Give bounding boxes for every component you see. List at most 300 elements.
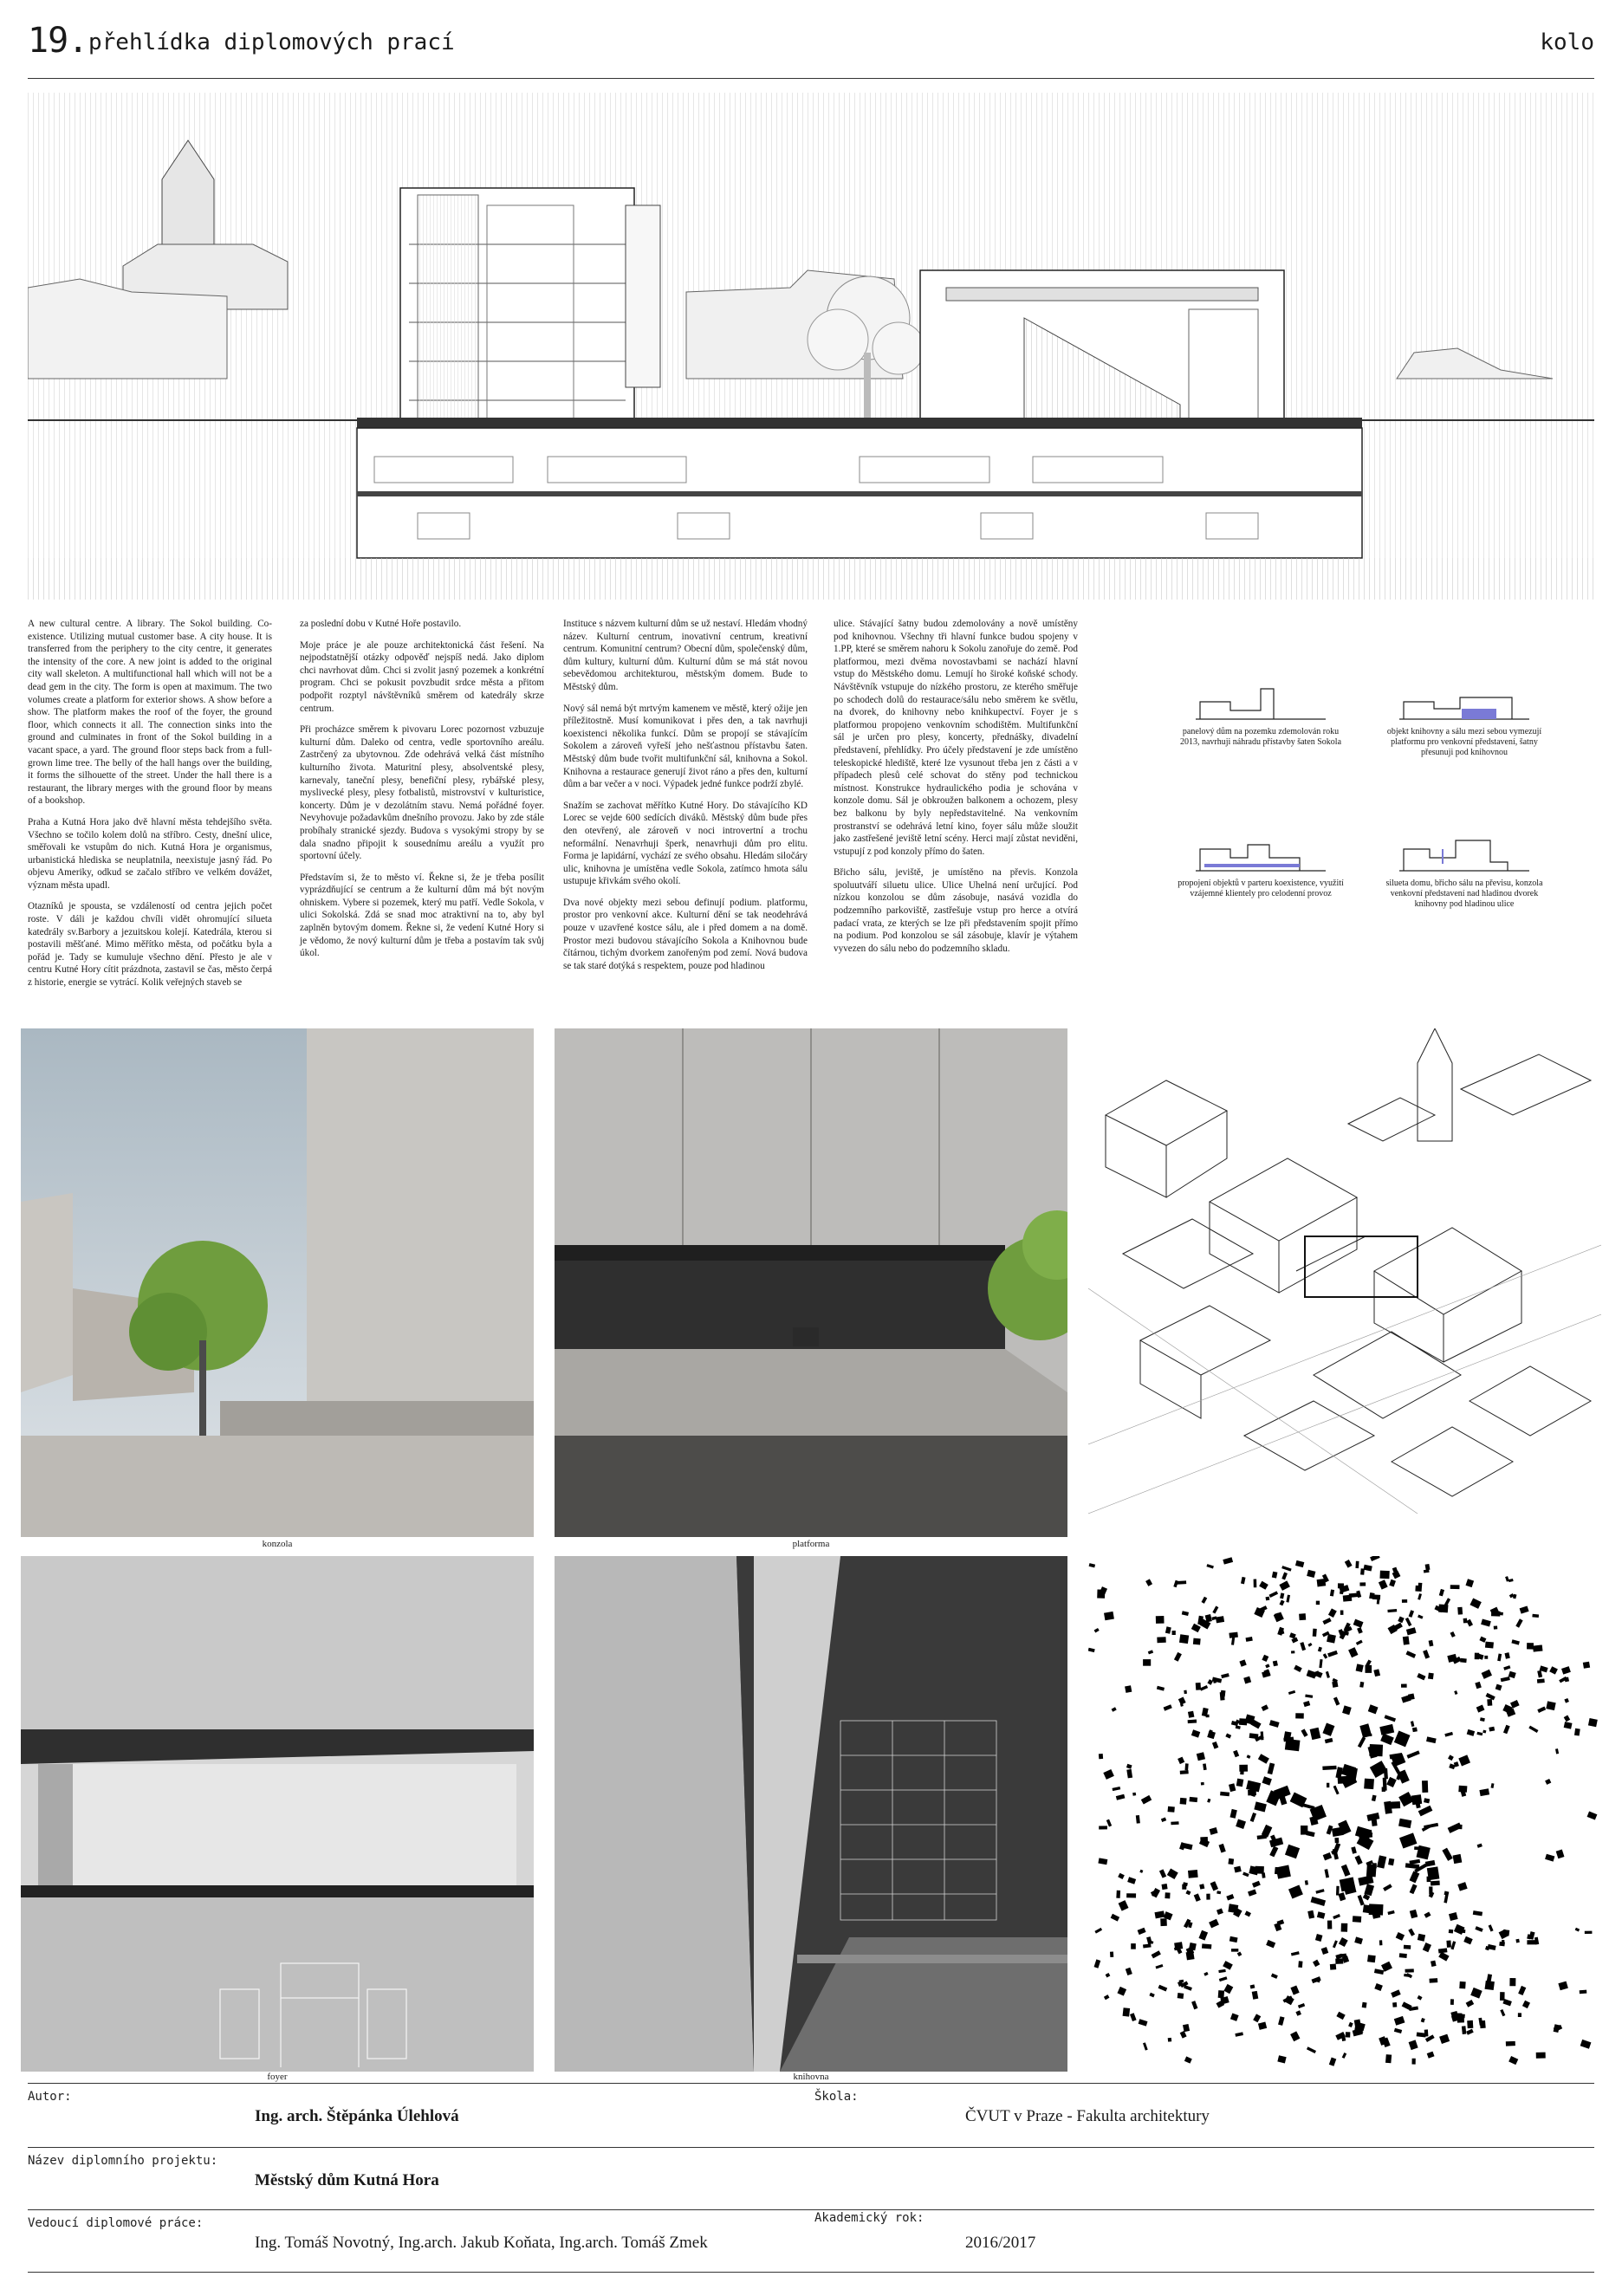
building-footprint (1230, 2014, 1239, 2021)
building-footprint (1303, 1701, 1310, 1707)
building-footprint (1505, 1576, 1509, 1581)
building-footprint (1198, 1930, 1208, 1941)
text-column-2 (300, 618, 544, 969)
building-footprint (1457, 1882, 1467, 1891)
building-footprint (1110, 1951, 1113, 1957)
building-footprint (1520, 1605, 1529, 1613)
paragraph: A new cultural centre. A library. The Sokol building. Co-existence. Utilizing mutual customer base. A city house. It is transferred from the periphery to the city centre, it generates the intensity of the core. A new joint is added to the original city wall skeleton. A multifunctional hall which will not be a dead gem in the city. The form is open at maximum. The two volumes create a platform for exterior shows. A show before a show. The platform makes the roof of the foyer, the ground floor, which connects it all. The connection sinks into the ground and culminates in front of the Sokol building in a vacant space, a yard. The ground floor steps back from a full-grown lime tree. The belly of the hall hangs over the building, it forms the silhouette of the street. Under the hall there is a restaurant, the library merges with the ground floor by means of a bookshop. (28, 619, 272, 807)
building-footprint (1158, 1985, 1168, 1992)
building-footprint (1146, 1936, 1152, 1944)
building-footprint (1252, 1881, 1261, 1888)
building-footprint (1372, 1795, 1377, 1801)
building-footprint (1279, 1580, 1290, 1591)
building-footprint (1317, 1579, 1327, 1586)
building-footprint (1254, 1579, 1257, 1588)
building-footprint (1473, 1910, 1483, 1916)
building-footprint (1423, 1943, 1431, 1952)
building-footprint (1327, 1783, 1329, 1787)
building-footprint (1273, 1660, 1278, 1666)
building-footprint (1426, 1736, 1437, 1743)
building-footprint (1174, 1652, 1182, 1662)
building-footprint (1321, 1947, 1329, 1955)
building-footprint (1418, 1593, 1422, 1600)
building-footprint (1327, 1920, 1332, 1929)
building-footprint (1355, 1855, 1363, 1865)
text-column-3 (563, 618, 808, 981)
building-footprint (1429, 1640, 1434, 1646)
building-footprint (1385, 2054, 1392, 2063)
building-footprint (1281, 1573, 1288, 1580)
building-footprint (1354, 1936, 1363, 1944)
building-footprint (1355, 1826, 1372, 1839)
building-footprint (1585, 1931, 1593, 1934)
building-footprint (1338, 1892, 1346, 1901)
building-footprint (1341, 1865, 1351, 1877)
building-footprint (1315, 1934, 1323, 1942)
diagram-2 (1378, 684, 1551, 758)
building-footprint (1230, 1809, 1237, 1819)
building-footprint (1412, 1727, 1418, 1732)
building-footprint (1487, 1699, 1492, 1706)
building-footprint (1097, 1590, 1105, 1599)
building-footprint (1322, 1766, 1336, 1770)
building-footprint (1444, 1732, 1453, 1737)
building-footprint (1450, 1585, 1460, 1589)
building-footprint (1383, 1884, 1392, 1891)
building-footprint (1555, 1748, 1559, 1754)
building-footprint (1457, 2018, 1464, 2023)
diagram-caption: propojení objektů v parteru koexistence, využití vzájemné klientely pro celodenní provoz (1178, 879, 1344, 898)
building-footprint (1266, 1597, 1270, 1601)
building-footprint (1422, 1780, 1428, 1793)
building-footprint (1478, 2018, 1483, 2026)
diagram-4 (1378, 836, 1551, 910)
building-footprint (1558, 1981, 1567, 1991)
building-footprint (1184, 1985, 1192, 1991)
building-footprint (1259, 1581, 1268, 1590)
building-footprint (1316, 1601, 1320, 1605)
building-footprint (1374, 1983, 1383, 1991)
building-footprint (1248, 1889, 1256, 1896)
building-footprint (1379, 1940, 1383, 1945)
building-footprint (1104, 1994, 1110, 2000)
building-footprint (1280, 1600, 1285, 1606)
building-footprint (1518, 1986, 1526, 1995)
building-footprint (1428, 1673, 1434, 1680)
building-footprint (1527, 1940, 1536, 1944)
building-footprint (1460, 2014, 1465, 2018)
building-footprint (1130, 2013, 1137, 2021)
building-footprint (1268, 1763, 1275, 1775)
building-footprint (1188, 1720, 1197, 1724)
building-footprint (1421, 2018, 1425, 2022)
building-footprint (1201, 1782, 1204, 1786)
footer-rule (28, 2083, 1594, 2084)
building-footprint (1476, 1705, 1485, 1713)
building-footprint (1463, 1936, 1472, 1945)
building-footprint (1312, 1976, 1321, 1983)
building-footprint (1220, 1792, 1229, 1797)
building-footprint (1294, 1665, 1302, 1672)
building-footprint (1274, 1612, 1284, 1622)
building-footprint (1410, 1871, 1420, 1883)
building-footprint (1307, 2046, 1316, 2053)
building-footprint (1427, 2052, 1435, 2059)
building-footprint (1247, 1754, 1251, 1759)
building-footprint (1483, 1730, 1486, 1734)
building-footprint (1405, 1651, 1416, 1658)
building-footprint (1476, 1732, 1483, 1736)
building-footprint (1209, 1919, 1219, 1929)
building-footprint (1431, 1961, 1437, 1967)
building-footprint (1588, 1718, 1598, 1727)
year-value: 2016/2017 (965, 2234, 1036, 2252)
building-footprint (1580, 1990, 1587, 1994)
building-footprint (1171, 1821, 1178, 1825)
building-footprint (1234, 1866, 1242, 1873)
building-footprint (1418, 1934, 1425, 1942)
building-footprint (1088, 1648, 1095, 1652)
building-footprint (1356, 1640, 1363, 1645)
building-footprint (1334, 1838, 1339, 1843)
building-footprint (1298, 1961, 1302, 1968)
building-footprint (1379, 1579, 1388, 1589)
building-footprint (1418, 1615, 1423, 1619)
paragraph: Nový sál nemá být mrtvým kamenem ve městě, který ožije jen příležitostně. Musí komunikovat i přes den, a tak navrhuji koexistenci několika funkcí. Dům se propojí se stávajícím Sokolem a zároveň vyřeší jeho nešťastnou přístavbu šaten. Městský dům bude tvořit multifunkční sál, knihovna a Sokol. Knihovna a restaurace generují život ráno a přes den, kulturní dům a bar večer a v noci. Výpadek jedné funkce podrží zbylé. (563, 703, 808, 790)
paragraph: ulice. Stávající šatny budou zdemolovány a nově umístěny pod knihovnou. Všechny tři hlavní funkce budou spojeny v 1.PP, které se směrem nahoru k Sokolu zanořuje do země. Pod platformou, mezi dvěma novostavbami se nachází hlavní vstup do Městského domu. Lemují ho široké koňské schody. Návštěvník vstupuje do nízkého prostoru, ze kterého směřuje po schodech dolů do restaurace/sálu nebo směrem ke světlu, na dvorek, do knihovny nebo knihkupectví. Foyer je s platformou propojeno venkovním schodištěm. Multifunkční sál je určen pro plesy, koncerty, přednášky, divadelní představení, přehlídky. Pro účely představení je zde umístěno teleskopické hlediště, které lze vysunout třeba jen z části a v případech plesů celé schovat do stěny pod technickou místnost. Konstrukce hydraulického podia je schována v konzole domu. Sál je obkroužen balkonem a ochozem, plesy bez balkonu by byly nepředstavitelné. Na venkovním prostranství se odehrává letní kino, foyer sálu může sloužit jako zastřešené jeviště letní scény. Herci mají zůstat neviděni, vstupují z pod konzoly přímo do šaten. (834, 619, 1078, 857)
building-footprint (1326, 1671, 1330, 1678)
building-footprint (1235, 2032, 1243, 2036)
building-footprint (1145, 1579, 1152, 1586)
building-footprint (1277, 2055, 1286, 2063)
building-footprint (1503, 1725, 1510, 1735)
page-header (28, 0, 1594, 80)
building-footprint (1537, 1707, 1546, 1713)
building-footprint (1336, 2012, 1345, 2020)
building-footprint (1511, 1639, 1519, 1644)
building-footprint (1382, 1787, 1385, 1792)
building-footprint (1515, 1939, 1519, 1943)
building-footprint (1494, 1625, 1498, 1629)
building-footprint (1564, 1677, 1569, 1683)
text-column-1 (28, 618, 272, 998)
building-footprint (1475, 1926, 1483, 1932)
paragraph: Představím si, že to město ví. Řekne si, že je třeba posílit vyprázdňující se centrum a že kulturní dům má být novým ohniskem. Vybere si pozemek, který mu patří. Vedle Sokola, v ulici Sokolská. Zdá se snad moc atraktivní na to, aby byl zaplněn bytovým domem. Řekne si, že vedení Kutné Hory si je vědomo, že nový kulturní dům je třeba a postavím tak svůj úkol. (300, 872, 544, 959)
building-footprint (1139, 1870, 1143, 1873)
render-konzola (21, 1028, 534, 1537)
building-footprint (1438, 1948, 1448, 1953)
building-footprint (1394, 1731, 1411, 1748)
diagram-1 (1174, 684, 1347, 748)
building-footprint (1188, 1711, 1195, 1718)
building-footprint (1299, 1613, 1306, 1620)
footer-rule (28, 2147, 1594, 2148)
building-footprint (1439, 1589, 1444, 1597)
building-footprint (1392, 2002, 1397, 2007)
building-footprint (1231, 1638, 1235, 1645)
building-footprint (1104, 1612, 1114, 1620)
building-footprint (1255, 1866, 1263, 1874)
building-footprint (1348, 2022, 1353, 2027)
building-footprint (1392, 1571, 1401, 1579)
building-footprint (1200, 1685, 1208, 1691)
building-footprint (1191, 2001, 1197, 2009)
building-footprint (1269, 1846, 1278, 1858)
building-footprint (1335, 1958, 1343, 1964)
building-footprint (1457, 1825, 1463, 1830)
building-footprint (1243, 1677, 1251, 1684)
building-footprint (1210, 1827, 1218, 1835)
building-footprint (1094, 1959, 1101, 1968)
building-footprint (1138, 1928, 1146, 1935)
building-footprint (1280, 1592, 1284, 1599)
building-footprint (1301, 1826, 1307, 1835)
building-footprint (1508, 2056, 1518, 2065)
building-footprint (1157, 1637, 1165, 1643)
building-footprint (1448, 1754, 1454, 1761)
building-footprint (1501, 1677, 1510, 1682)
building-footprint (1480, 1717, 1485, 1722)
building-footprint (1165, 1892, 1170, 1898)
building-footprint (1575, 1928, 1580, 1932)
building-footprint (1323, 1852, 1332, 1860)
building-footprint (1298, 2003, 1305, 2008)
building-footprint (1237, 1951, 1242, 1956)
building-footprint (1460, 1658, 1467, 1663)
building-footprint (1189, 1943, 1197, 1950)
building-footprint (1219, 1976, 1228, 1981)
building-footprint (1379, 1724, 1394, 1735)
building-footprint (1221, 1673, 1229, 1678)
building-footprint (1239, 1659, 1246, 1666)
building-footprint (1246, 1637, 1253, 1642)
building-footprint (1479, 1637, 1486, 1643)
building-footprint (1564, 1698, 1569, 1703)
building-footprint (1132, 1793, 1136, 1796)
building-footprint (1165, 1626, 1171, 1633)
building-footprint (1249, 1733, 1259, 1739)
building-footprint (1193, 1638, 1201, 1645)
building-footprint (1242, 1872, 1249, 1878)
building-footprint (1167, 1869, 1178, 1879)
building-footprint (1489, 1924, 1494, 1931)
building-footprint (1500, 1992, 1505, 2001)
building-footprint (1216, 1909, 1223, 1916)
paragraph: Břicho sálu, jeviště, je umístěno na převis. Konzola spoluutváří siluetu ulice. Ulice Uhelná není určující. Pod nízkou konzolou se dům zásobuje, nasává vozidla do podzemního parkoviště, zastřešuje vstup pro herce a otvírá padací vrata, ze kterých se lze při představením spojit přímo na podium. Pod konzolou se sál zásobuje, klavír je výtahem vyvezen do sálu nebo do podzemního skladu. (834, 867, 1078, 954)
building-footprint (1466, 2029, 1474, 2035)
supervisor-value: Ing. Tomáš Novotný, Ing.arch. Jakub Koňata, Ing.arch. Tomáš Zmek (255, 2234, 708, 2252)
building-footprint (1506, 2041, 1515, 2046)
building-footprint (1356, 1664, 1364, 1672)
building-footprint (1399, 1832, 1417, 1848)
building-footprint (1453, 1854, 1463, 1864)
building-footprint (1315, 1889, 1324, 1894)
building-footprint (1313, 1629, 1317, 1637)
building-footprint (1322, 1618, 1331, 1625)
building-footprint (1532, 1614, 1539, 1618)
building-footprint (1272, 1572, 1278, 1579)
building-footprint (1228, 1904, 1238, 1913)
building-footprint (1444, 1891, 1450, 1896)
building-footprint (1207, 1679, 1213, 1685)
building-footprint (1427, 1877, 1431, 1883)
building-footprint (1149, 1993, 1154, 1998)
building-footprint (1518, 2013, 1521, 2017)
building-footprint (1159, 1869, 1166, 1878)
building-footprint (1307, 1670, 1317, 1678)
building-footprint (1240, 1767, 1244, 1774)
building-footprint (1357, 1627, 1363, 1634)
building-footprint (1116, 1794, 1126, 1800)
paragraph: za poslední dobu v Kutné Hoře postavilo. (300, 619, 462, 629)
building-footprint (1157, 1686, 1165, 1691)
building-footprint (1333, 1914, 1340, 1919)
building-footprint (1254, 1801, 1267, 1812)
paragraph: Otazníků je spousta, se vzdáleností od centra jejich počet roste. V dáli je každou chvíli vidět ohromující silueta katedrály sv.Barbory a jezuitskou kolejí. Katedrála, kterou si postavili měšťané. Mimo měřítko města, od počátku byla a pořád je. Tady se kumuluje všechno dění. Přesto je ale v centru Kutné Hory cítit prázdnota, zastavil se čas, město čerpá z historie, energie se vytrácí. Kolik veřejných staveb se (28, 901, 272, 989)
building-footprint (1380, 1734, 1394, 1746)
building-footprint (1364, 1779, 1374, 1790)
building-footprint (1305, 1880, 1308, 1885)
building-footprint (1446, 1941, 1451, 1948)
building-footprint (1265, 1664, 1269, 1668)
building-footprint (1341, 1923, 1348, 1932)
building-footprint (1556, 1850, 1565, 1859)
building-footprint (1515, 1618, 1522, 1627)
building-footprint (1424, 1911, 1431, 1917)
building-footprint (1438, 1605, 1448, 1613)
building-footprint (1533, 1644, 1542, 1651)
building-footprint (1410, 1910, 1418, 1918)
building-footprint (1487, 1974, 1492, 1981)
building-footprint (1416, 1803, 1421, 1808)
building-footprint (1206, 1564, 1213, 1568)
building-footprint (1505, 1652, 1510, 1659)
building-footprint (1388, 1858, 1394, 1866)
building-footprint (1172, 1631, 1176, 1635)
building-footprint (1430, 1978, 1438, 1983)
building-footprint (1379, 1571, 1389, 1579)
building-footprint (1333, 1786, 1340, 1795)
building-footprint (1327, 1634, 1336, 1644)
building-footprint (1475, 1682, 1482, 1689)
building-footprint (1126, 1764, 1132, 1769)
building-footprint (1477, 1844, 1483, 1848)
building-footprint (1295, 1560, 1304, 1567)
building-footprint (1486, 1693, 1495, 1700)
building-footprint (1564, 1722, 1573, 1729)
building-footprint (1353, 1619, 1364, 1628)
building-footprint (1262, 1704, 1268, 1711)
building-footprint (1410, 1884, 1418, 1894)
building-footprint (1327, 1651, 1338, 1657)
building-footprint (1156, 1616, 1165, 1624)
building-footprint (1467, 2020, 1473, 2028)
building-footprint (1386, 1777, 1396, 1787)
school-value: ČVUT v Praze - Fakulta architektury (965, 2107, 1210, 2125)
building-footprint (1319, 1659, 1322, 1668)
building-footprint (1229, 1783, 1236, 1792)
building-footprint (1139, 2019, 1148, 2026)
building-footprint (1336, 1886, 1340, 1896)
building-footprint (1118, 1873, 1125, 1879)
building-footprint (1161, 1818, 1166, 1822)
building-footprint (1250, 1984, 1255, 1988)
building-footprint (1141, 1795, 1152, 1805)
building-footprint (1398, 1819, 1411, 1828)
building-footprint (1407, 1750, 1420, 1758)
building-footprint (1301, 1728, 1308, 1736)
building-footprint (1318, 1647, 1322, 1652)
building-footprint (1207, 1799, 1210, 1803)
building-footprint (1583, 1662, 1590, 1669)
building-footprint (1425, 1564, 1431, 1570)
building-footprint (1189, 1797, 1197, 1802)
building-footprint (1156, 1964, 1164, 1968)
building-footprint (1196, 1683, 1201, 1690)
building-footprint (1450, 1631, 1456, 1638)
building-footprint (1288, 1690, 1295, 1695)
building-footprint (1405, 1968, 1414, 1972)
building-footprint (1307, 1643, 1312, 1647)
building-footprint (1311, 1897, 1327, 1906)
building-footprint (1467, 1729, 1475, 1736)
building-footprint (1342, 1705, 1352, 1715)
building-footprint (1113, 1787, 1121, 1791)
building-footprint (1466, 1619, 1473, 1627)
building-footprint (1244, 1910, 1251, 1917)
building-footprint (1178, 1757, 1184, 1765)
building-footprint (1307, 1570, 1315, 1578)
paragraph: Snažím se zachovat měřítko Kutné Hory. Do stávajícího KD Lorec se vejde 600 sedících diváků. Městský dům bude přes den otevřený, ale zároveň v noci introvertní a trochu neformální. Nenavrhuji šperk, nenavrhuji dům pro elitu. Forma je lapidární, vychází ze svého obsahu. Hledám siločáry ulic, knihovna je umístěna vedle Sokola, zatímco hmota sálu ustupuje křivkám svého okolí. (563, 800, 808, 887)
building-footprint (1351, 1846, 1357, 1853)
building-footprint (1285, 1845, 1300, 1859)
header-round: kolo (1540, 29, 1594, 55)
building-footprint (1444, 1895, 1448, 1904)
building-footprint (1206, 1894, 1210, 1900)
building-footprint (1180, 1798, 1187, 1805)
building-footprint (1425, 1860, 1436, 1867)
building-footprint (1152, 1950, 1161, 1958)
building-footprint (1098, 1858, 1107, 1865)
building-footprint (1203, 1763, 1207, 1770)
building-footprint (1503, 1665, 1510, 1670)
building-footprint (1509, 1978, 1515, 1986)
building-footprint (1119, 1900, 1129, 1910)
caption-platforma: platforma (792, 1539, 830, 1549)
building-footprint (1099, 1826, 1107, 1829)
building-footprint (1489, 1727, 1495, 1732)
building-footprint (1252, 1991, 1259, 2000)
building-footprint (1536, 2053, 1546, 2059)
header-title: přehlídka diplomových prací (88, 29, 455, 55)
building-footprint (1323, 1653, 1328, 1658)
building-footprint (1223, 1557, 1233, 1564)
building-footprint (1185, 1891, 1191, 1896)
building-footprint (1366, 1864, 1377, 1877)
building-footprint (1411, 1794, 1422, 1805)
building-footprint (1333, 1696, 1340, 1705)
building-footprint (1202, 1597, 1208, 1604)
paragraph: Moje práce je ale pouze architektonická část řešení. Na nejpodstatnější otázky odpověď nejspíš nedá. Jako diplom chci navrhovat dům. Chci si zvolit jasný pozemek a konkrétní program. Chci se pokusit povzbudit srdce města a přitom podpořit rozptyl návštěvníků směrem od katedrály skrze centrum. (300, 639, 544, 714)
building-footprint (1184, 2056, 1192, 2063)
building-footprint (1491, 1783, 1495, 1788)
building-footprint (1394, 2016, 1405, 2026)
project-value: Městský dům Kutná Hora (255, 2171, 439, 2189)
building-footprint (1183, 2024, 1190, 2032)
building-footprint (1574, 1728, 1580, 1736)
building-footprint (1212, 1741, 1218, 1749)
text-column-4 (834, 618, 1078, 963)
